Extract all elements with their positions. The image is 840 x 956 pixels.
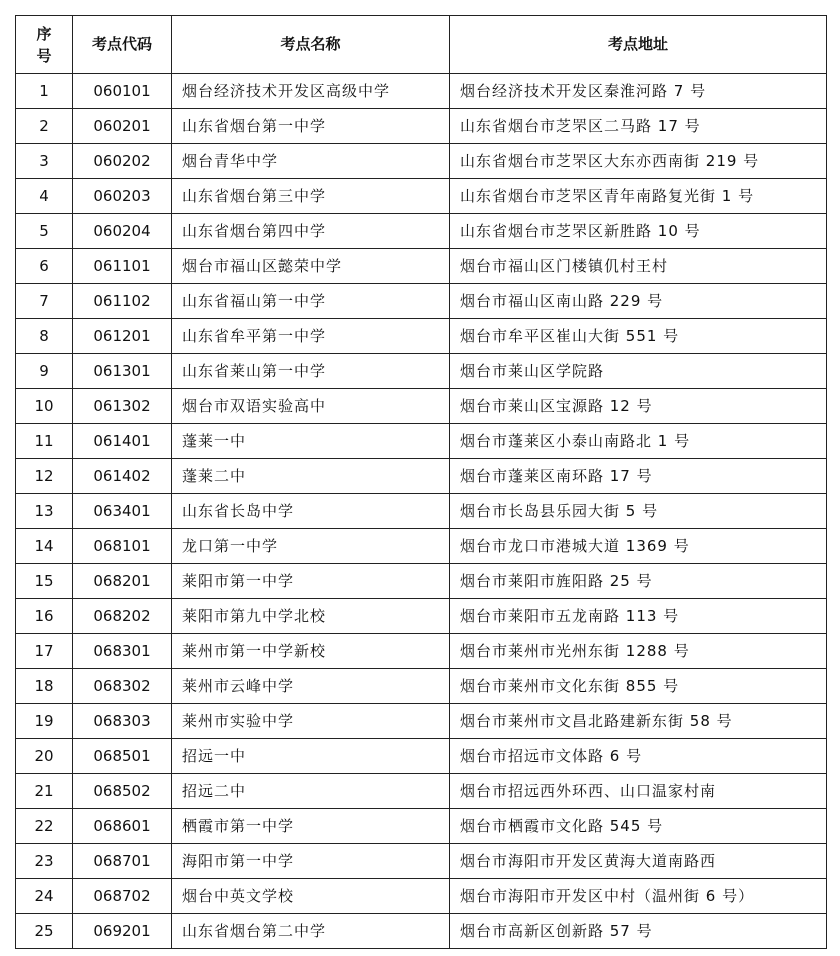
cell-address: 烟台市蓬莱区小泰山南路北 1 号 xyxy=(450,424,827,459)
cell-address: 山东省烟台市芝罘区新胜路 10 号 xyxy=(450,214,827,249)
cell-address: 烟台市莱山区宝源路 12 号 xyxy=(450,389,827,424)
table-row xyxy=(16,564,827,599)
cell-seq: 23 xyxy=(16,844,73,879)
cell-address: 烟台市莱阳市旌阳路 25 号 xyxy=(450,564,827,599)
cell-address: 山东省烟台市芝罘区青年南路复光街 1 号 xyxy=(450,179,827,214)
cell-seq: 10 xyxy=(16,389,73,424)
table-row xyxy=(16,704,827,739)
header-seq xyxy=(16,16,73,74)
cell-name: 烟台市双语实验高中 xyxy=(172,389,450,424)
cell-code: 060204 xyxy=(73,214,172,249)
cell-code: 060201 xyxy=(73,109,172,144)
cell-name: 招远二中 xyxy=(172,774,450,809)
cell-name: 烟台市福山区懿荣中学 xyxy=(172,249,450,284)
cell-name: 山东省福山第一中学 xyxy=(172,284,450,319)
cell-name: 龙口第一中学 xyxy=(172,529,450,564)
cell-code: 061201 xyxy=(73,319,172,354)
cell-name: 海阳市第一中学 xyxy=(172,844,450,879)
table-row xyxy=(16,669,827,704)
header-row xyxy=(16,16,827,74)
cell-address: 山东省烟台市芝罘区大东亦西南街 219 号 xyxy=(450,144,827,179)
cell-seq: 6 xyxy=(16,249,73,284)
cell-address: 烟台市莱州市文昌北路建新东街 58 号 xyxy=(450,704,827,739)
table-row xyxy=(16,494,827,529)
table-row xyxy=(16,354,827,389)
cell-code: 068201 xyxy=(73,564,172,599)
cell-seq: 2 xyxy=(16,109,73,144)
cell-address: 烟台市莱州市文化东街 855 号 xyxy=(450,669,827,704)
cell-address: 烟台市栖霞市文化路 545 号 xyxy=(450,809,827,844)
cell-code: 068502 xyxy=(73,774,172,809)
cell-address: 烟台市牟平区崔山大街 551 号 xyxy=(450,319,827,354)
cell-name: 山东省烟台第二中学 xyxy=(172,914,450,949)
cell-name: 招远一中 xyxy=(172,739,450,774)
cell-seq: 9 xyxy=(16,354,73,389)
cell-name: 山东省长岛中学 xyxy=(172,494,450,529)
table-row xyxy=(16,249,827,284)
cell-name: 山东省烟台第一中学 xyxy=(172,109,450,144)
cell-seq: 16 xyxy=(16,599,73,634)
table-row xyxy=(16,914,827,949)
cell-seq: 18 xyxy=(16,669,73,704)
cell-seq: 14 xyxy=(16,529,73,564)
table-row xyxy=(16,774,827,809)
cell-seq: 25 xyxy=(16,914,73,949)
cell-code: 061402 xyxy=(73,459,172,494)
cell-name: 山东省烟台第四中学 xyxy=(172,214,450,249)
cell-address: 烟台经济技术开发区秦淮河路 7 号 xyxy=(450,74,827,109)
cell-address: 烟台市招远市文体路 6 号 xyxy=(450,739,827,774)
cell-name: 莱州市实验中学 xyxy=(172,704,450,739)
table-row xyxy=(16,879,827,914)
header-code: 考点代码 xyxy=(73,16,172,74)
table-row xyxy=(16,424,827,459)
cell-code: 068302 xyxy=(73,669,172,704)
cell-seq: 1 xyxy=(16,74,73,109)
cell-name: 蓬莱二中 xyxy=(172,459,450,494)
table-row xyxy=(16,529,827,564)
cell-code: 060101 xyxy=(73,74,172,109)
cell-seq: 4 xyxy=(16,179,73,214)
cell-name: 莱阳市第一中学 xyxy=(172,564,450,599)
cell-code: 060203 xyxy=(73,179,172,214)
table-row xyxy=(16,389,827,424)
cell-seq: 12 xyxy=(16,459,73,494)
header-seq-line1: 序 xyxy=(36,24,52,43)
cell-name: 山东省莱山第一中学 xyxy=(172,354,450,389)
cell-address: 烟台市蓬莱区南环路 17 号 xyxy=(450,459,827,494)
cell-code: 061102 xyxy=(73,284,172,319)
cell-name: 蓬莱一中 xyxy=(172,424,450,459)
cell-code: 063401 xyxy=(73,494,172,529)
cell-code: 068101 xyxy=(73,529,172,564)
cell-address: 山东省烟台市芝罘区二马路 17 号 xyxy=(450,109,827,144)
cell-address: 烟台市福山区南山路 229 号 xyxy=(450,284,827,319)
header-address: 考点地址 xyxy=(450,16,827,74)
cell-code: 069201 xyxy=(73,914,172,949)
cell-seq: 13 xyxy=(16,494,73,529)
cell-code: 061302 xyxy=(73,389,172,424)
table-row xyxy=(16,809,827,844)
cell-name: 烟台经济技术开发区高级中学 xyxy=(172,74,450,109)
table-row xyxy=(16,214,827,249)
cell-seq: 8 xyxy=(16,319,73,354)
cell-code: 068601 xyxy=(73,809,172,844)
cell-address: 烟台市福山区门楼镇仉村王村 xyxy=(450,249,827,284)
cell-seq: 24 xyxy=(16,879,73,914)
table-row xyxy=(16,459,827,494)
cell-seq: 3 xyxy=(16,144,73,179)
cell-code: 061401 xyxy=(73,424,172,459)
header-seq-line2: 号 xyxy=(36,46,52,65)
table-row xyxy=(16,739,827,774)
table-row xyxy=(16,844,827,879)
table-row xyxy=(16,634,827,669)
cell-address: 烟台市长岛县乐园大街 5 号 xyxy=(450,494,827,529)
cell-seq: 7 xyxy=(16,284,73,319)
cell-name: 山东省烟台第三中学 xyxy=(172,179,450,214)
cell-address: 烟台市莱阳市五龙南路 113 号 xyxy=(450,599,827,634)
cell-seq: 21 xyxy=(16,774,73,809)
cell-address: 烟台市龙口市港城大道 1369 号 xyxy=(450,529,827,564)
table-row xyxy=(16,144,827,179)
cell-seq: 15 xyxy=(16,564,73,599)
cell-code: 068702 xyxy=(73,879,172,914)
cell-code: 060202 xyxy=(73,144,172,179)
cell-address: 烟台市海阳市开发区黄海大道南路西 xyxy=(450,844,827,879)
cell-seq: 19 xyxy=(16,704,73,739)
cell-address: 烟台市莱山区学院路 xyxy=(450,354,827,389)
cell-seq: 11 xyxy=(16,424,73,459)
cell-code: 068501 xyxy=(73,739,172,774)
exam-sites-table xyxy=(15,15,827,949)
cell-seq: 22 xyxy=(16,809,73,844)
cell-name: 栖霞市第一中学 xyxy=(172,809,450,844)
cell-name: 莱州市第一中学新校 xyxy=(172,634,450,669)
cell-address: 烟台市高新区创新路 57 号 xyxy=(450,914,827,949)
cell-code: 061101 xyxy=(73,249,172,284)
table-row xyxy=(16,599,827,634)
cell-code: 061301 xyxy=(73,354,172,389)
table-row xyxy=(16,319,827,354)
cell-seq: 5 xyxy=(16,214,73,249)
cell-code: 068303 xyxy=(73,704,172,739)
cell-name: 烟台青华中学 xyxy=(172,144,450,179)
table-header xyxy=(16,16,827,74)
table-body xyxy=(16,74,827,949)
cell-name: 山东省牟平第一中学 xyxy=(172,319,450,354)
cell-name: 莱州市云峰中学 xyxy=(172,669,450,704)
cell-seq: 17 xyxy=(16,634,73,669)
cell-address: 烟台市招远西外环西、山口温家村南 xyxy=(450,774,827,809)
cell-name: 莱阳市第九中学北校 xyxy=(172,599,450,634)
cell-name: 烟台中英文学校 xyxy=(172,879,450,914)
cell-code: 068202 xyxy=(73,599,172,634)
cell-address: 烟台市海阳市开发区中村（温州街 6 号） xyxy=(450,879,827,914)
cell-address: 烟台市莱州市光州东街 1288 号 xyxy=(450,634,827,669)
cell-code: 068301 xyxy=(73,634,172,669)
table-row xyxy=(16,74,827,109)
cell-code: 068701 xyxy=(73,844,172,879)
table-row xyxy=(16,284,827,319)
cell-seq: 20 xyxy=(16,739,73,774)
table-row xyxy=(16,179,827,214)
header-name: 考点名称 xyxy=(172,16,450,74)
table-row xyxy=(16,109,827,144)
